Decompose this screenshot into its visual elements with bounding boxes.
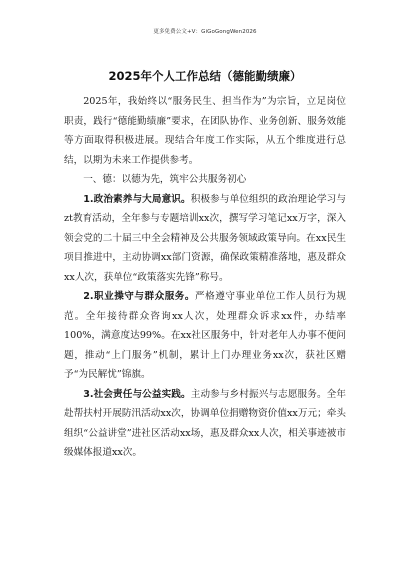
item-paragraph (64, 385, 346, 463)
item-paragraph (64, 287, 346, 385)
intro-paragraph: 2025年，我始终以“服务民生、担当作为”为宗旨，立足岗位职责，践行“德能勤绩廉”要求，在团队协作、业务创新、服务效能等方面取得积极进展。现结合年度工作实际，从五个维度进行总结，以期为未来工作提供参考。 (64, 96, 346, 166)
item-lead: 3.社会责任与公益实践。 (83, 388, 191, 400)
item-paragraph (64, 190, 346, 288)
item-lead: 2.职业操守与群众服务。 (83, 291, 196, 302)
item-text: 积极参与单位组织的政治理论学习与zt教育活动，全年参与专题培训xx次，撰写学习笔记xx万字，深入领会党的二十届三中全会精神及公共服务领域政策导向。在xx民生项目推进中，主动协调xx部门资源，确保政策精准落地，惠及群众xx人次，获单位“政策落实先锋”称号。 (64, 193, 346, 283)
document-title: 2025年个人工作总结（德能勤绩廉） (108, 69, 302, 83)
section-heading: 一、德：以德为先，筑牢公共服务初心 (83, 174, 247, 185)
document-body (64, 92, 346, 463)
item-text: 主动参与乡村振兴与志愿服务。全年赴帮扶村开展防汛活动xx次，协调单位捐赠物资价值xx万元；牵头组织“公益讲堂”进社区活动xx场，惠及群众xx人次，相关事迹被市级媒体报道xx次。 (64, 388, 346, 458)
header-note: 更多免费公文+V：GiGoGongWen2026 (153, 29, 257, 35)
item-text: 严格遵守事业单位工作人员行为规范。全年接待群众咨询xx人次，处理群众诉求xx件，办结率100%，满意度达99%。在xx社区服务中，针对老年人办事不便问题，推动“上门服务”机制，累计上门办理业务xx次，获社区赠予“为民解忧”锦旗。 (64, 291, 347, 380)
item-lead: 1.政治素养与大局意识。 (83, 193, 191, 205)
